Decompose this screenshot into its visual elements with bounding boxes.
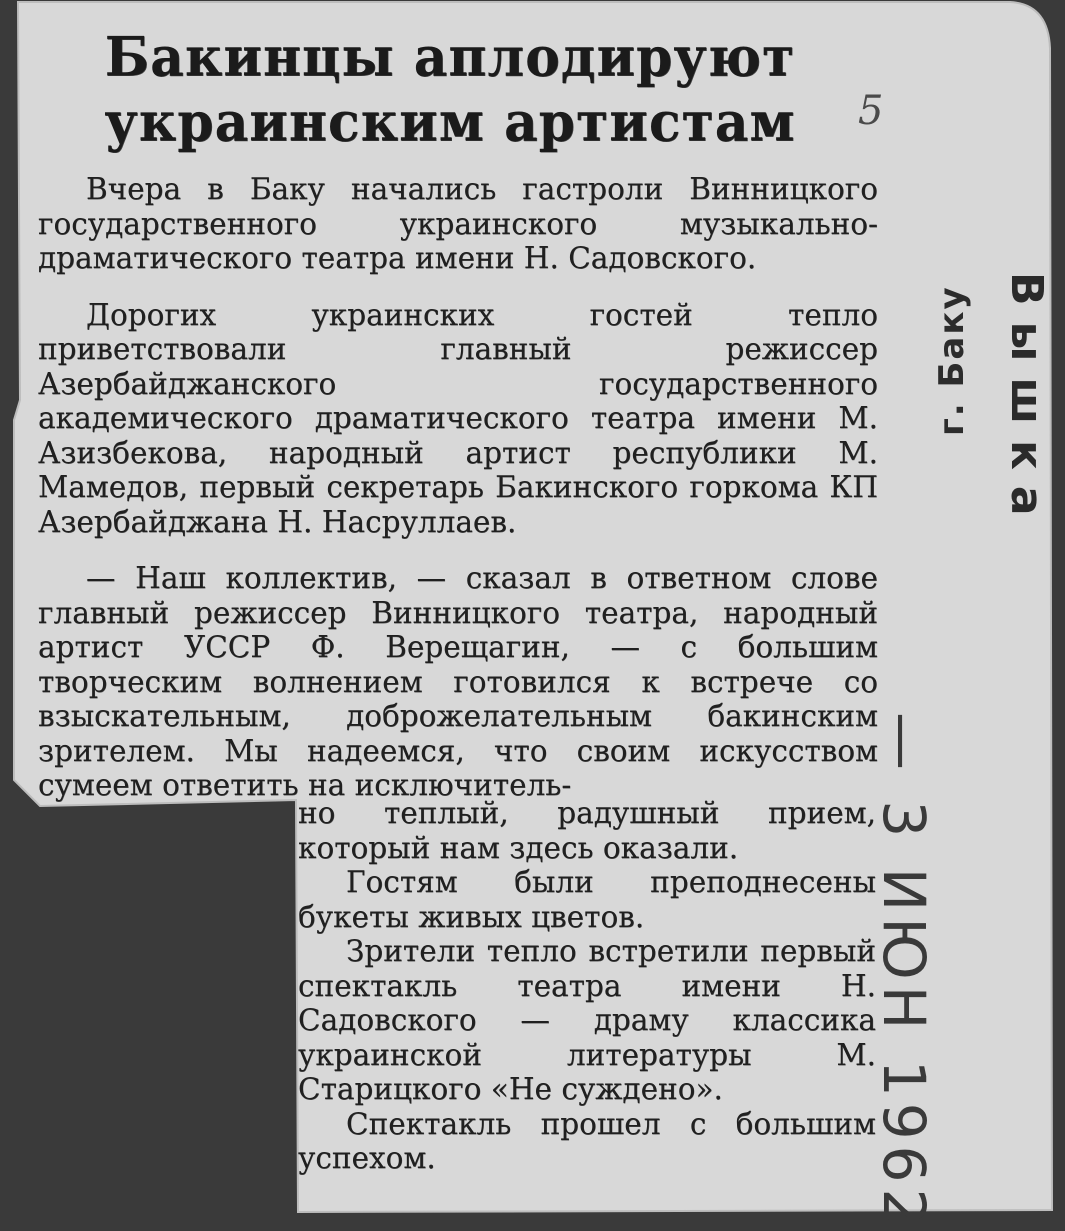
article-headline bbox=[60, 25, 840, 155]
article-body-narrow-column bbox=[298, 796, 876, 1176]
handwritten-page-mark: 5 bbox=[858, 88, 884, 134]
article-paragraph: Спектакль прошел с большим успехом. bbox=[298, 1106, 876, 1175]
article-paragraph: — Наш коллектив, — сказал в ответном слове главный режиссер Винницкого театра, народный артист УССР Ф. Верещагин, — с большим творческим волнением готовился к встрече со взыскательным, доброжелательным бакинским зрителем. Мы надеемся, что своим искусством сумеем ответить на исключитель- bbox=[38, 561, 878, 802]
headline-line-1: Бакинцы аплодируют bbox=[104, 24, 796, 89]
article-body-wide-column bbox=[38, 172, 878, 803]
article-paragraph: Дорогих украинских гостей тепло приветствовали главный режиссер Азербайджанского государственного академического драматического театра имени М. Азизбекова, народный артист республики М. Мамедов, первый секретарь Бакинского горкома КП Азербайджана Н. Насруллаев. bbox=[38, 297, 878, 539]
article-paragraph: Гостям были преподнесены букеты живых цветов. bbox=[298, 865, 876, 934]
source-newspaper-name: Вышка bbox=[1001, 272, 1052, 532]
article-paragraph: Вчера в Баку начались гастроли Винницкого государственного украинского музыкально-драматического театра имени Н. Садовского. bbox=[38, 172, 878, 275]
headline-line-2: украинским артистам bbox=[104, 90, 796, 155]
source-city: г. Баку bbox=[932, 285, 972, 436]
article-paragraph-continued: но теплый, радушный прием, который нам здесь оказали. bbox=[298, 796, 876, 865]
date-stamp: — 3 ИЮН 1962 bbox=[870, 712, 938, 1231]
article-paragraph: Зрители тепло встретили первый спектакль театра имени Н. Садовского — драму классика украинской литературы М. Старицкого «Не суждено». bbox=[298, 934, 876, 1106]
